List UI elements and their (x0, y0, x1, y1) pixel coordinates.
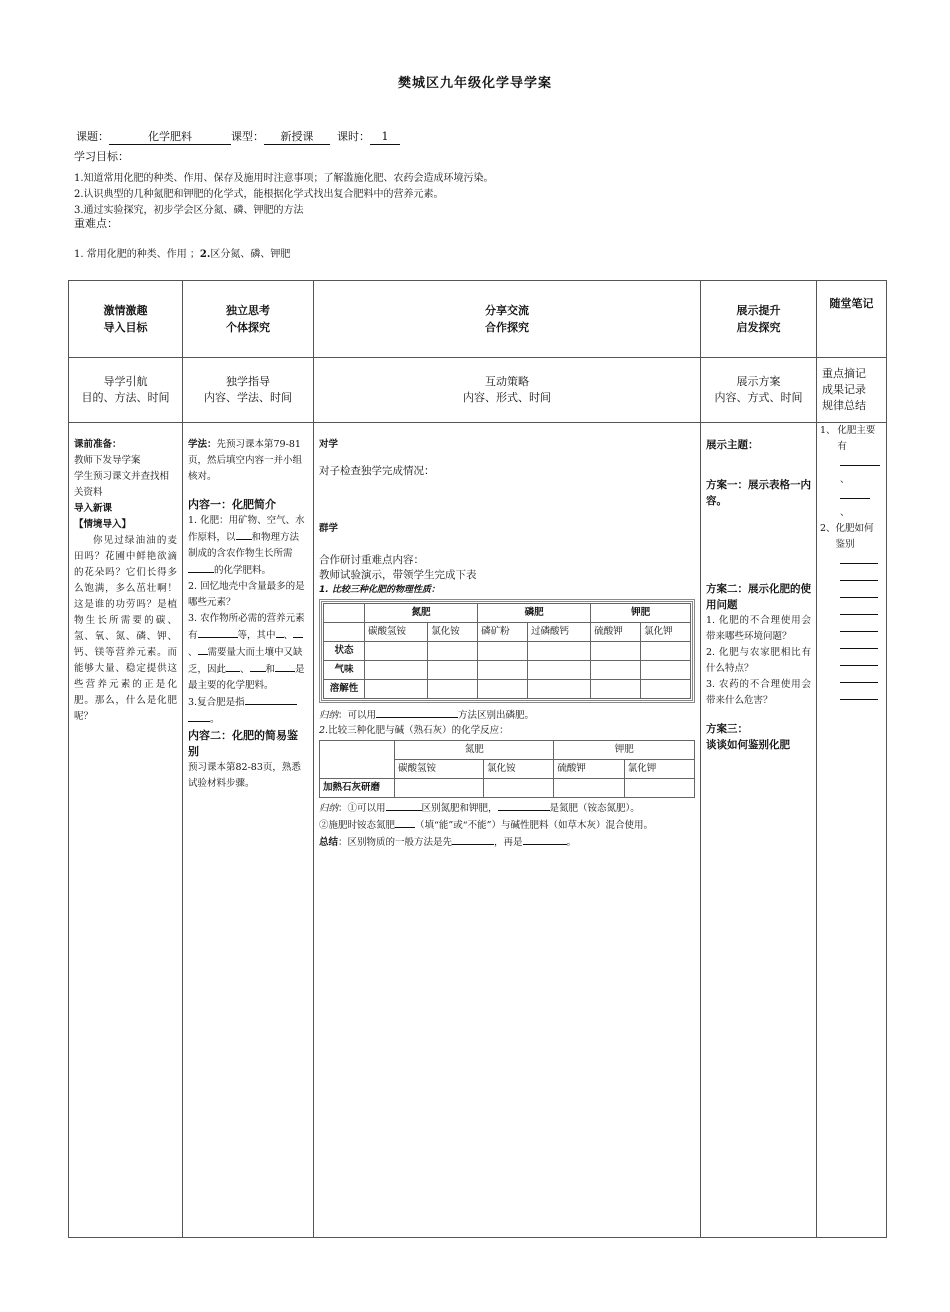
header-row (69, 281, 887, 358)
keypoints-part: 1. 常用化肥的种类、作用 ； (74, 249, 200, 260)
col-subheader-line: 独学指导 (226, 375, 270, 388)
fill-blank[interactable] (452, 834, 494, 845)
note-number: 1、 (820, 425, 836, 436)
fill-blank[interactable] (198, 627, 238, 638)
fill-blank[interactable] (245, 694, 297, 705)
content2-title: 内容二：化肥的简易鉴别 (188, 729, 298, 758)
note-text: 化肥如何鉴别 (835, 523, 874, 550)
col-subheader (183, 358, 314, 423)
note-separator: 、 (840, 474, 850, 485)
table-item-header: 磷矿粉 (478, 623, 528, 642)
question-text: 、 (283, 630, 294, 641)
display-theme: 展示主题： (706, 439, 759, 451)
summary-text: ②施肥时铵态氮肥 (319, 820, 396, 831)
table-input-cell[interactable] (641, 661, 691, 680)
question-text: 、 (188, 647, 198, 658)
table-item-header: 硫酸钾 (554, 760, 624, 779)
table-group-header: 氮肥 (365, 604, 478, 623)
plan-2: 方案二：展示化肥的使用问题 (706, 583, 811, 611)
table1-frame (319, 599, 695, 703)
table1-title: 1. 比较三种化肥的物理性质： (319, 585, 440, 595)
question-text: 是最主要的化学肥料。 (188, 664, 305, 691)
col-subheader-line: 内容、方式、时间 (714, 391, 803, 404)
table-row-header: 气味 (324, 661, 365, 680)
table-input-cell[interactable] (527, 680, 590, 699)
objectives-heading: 学习目标： (74, 150, 129, 163)
col-subheader-line: 目的、方法、时间 (81, 391, 170, 404)
fill-blank[interactable] (275, 661, 295, 672)
table-group-header: 钾肥 (554, 741, 695, 760)
col-header (817, 281, 887, 358)
summary-text: ：①可以用 (338, 803, 386, 814)
method-text: 先预习课本第79-81页，然后填空内容一并小组核对。 (188, 439, 303, 482)
col-header-line: 独立思考 (226, 304, 270, 317)
summary-text: 区别氮肥和钾肥， (421, 803, 498, 814)
keypoints-part: 2. (199, 249, 211, 260)
hours-value: 1 (370, 130, 400, 145)
col-subheader-line: 重点摘记 (822, 367, 866, 380)
table2-number: 2. (319, 725, 329, 736)
plan-2-item: 1. 化肥的不合理使用会带来哪些环境问题？ (706, 615, 811, 642)
question-text: 等，其中 (237, 630, 276, 641)
col-subheader-line: 互动策略 (485, 375, 529, 388)
hours-label: 课时： (337, 130, 370, 143)
table-input-cell[interactable] (527, 661, 590, 680)
topic-value: 化学肥料 (109, 130, 231, 145)
table-input-cell[interactable] (591, 642, 641, 661)
col-subheader-line: 展示方案 (736, 375, 781, 388)
table-group-header: 磷肥 (478, 604, 591, 623)
table-input-cell[interactable] (428, 661, 478, 680)
col-header (183, 281, 314, 358)
table-item-header: 碳酸氢铵 (365, 623, 428, 642)
table-input-cell[interactable] (641, 642, 691, 661)
plan-3-text: 谈谈如何鉴别化肥 (706, 739, 790, 751)
course-meta-line (76, 130, 400, 145)
page-title: 樊城区九年级化学导学案 (397, 76, 552, 91)
fill-blank[interactable] (250, 661, 266, 672)
col3-cell (314, 423, 701, 1238)
summary-text: 方法区别出磷肥。 (458, 710, 535, 721)
table2-title-text: 比较三种化肥与碱（熟石灰）的化学反应： (328, 725, 509, 736)
conclusion-label: 总结 (319, 837, 339, 848)
conclusion (319, 834, 695, 851)
objective-item: 1.知道常用化肥的种类、作用、保存及施用时注意事项；了解滥施化肥、农药会造成环境污染。 (74, 173, 494, 184)
fill-blank[interactable] (386, 800, 422, 811)
content2-text: 预习课本第82-83页，熟悉试验材料步骤。 (188, 762, 301, 789)
col-header-line: 随堂笔记 (829, 297, 874, 310)
col-header (701, 281, 817, 358)
table-item-header: 氯化铵 (484, 760, 554, 779)
col-subheader (817, 358, 887, 423)
fill-blank[interactable] (293, 627, 303, 638)
fill-blank[interactable] (188, 562, 214, 573)
table-input-cell[interactable] (591, 661, 641, 680)
physical-property-table (323, 603, 691, 699)
question-text: 。 (210, 714, 220, 725)
summary-2b (319, 817, 695, 834)
table-item-header: 硫酸钾 (591, 623, 641, 642)
table-input-cell[interactable] (365, 642, 428, 661)
prep-label: 课前准备： (74, 439, 122, 450)
fill-blank[interactable] (395, 817, 415, 828)
conclusion-text: ，再是 (494, 837, 523, 848)
table-input-cell[interactable] (641, 680, 691, 699)
table-input-cell[interactable] (527, 642, 590, 661)
intro-label: 导入新课 (74, 503, 113, 514)
fill-blank[interactable] (188, 711, 210, 722)
table-input-cell[interactable] (484, 779, 554, 798)
topic-label: 课题： (76, 130, 109, 143)
type-value: 新授课 (264, 130, 330, 145)
note-number: 2、 (820, 523, 836, 534)
summary-1 (319, 707, 695, 723)
table-cell (324, 604, 365, 623)
note-text: 化肥主要有 (837, 425, 876, 452)
plan-2-item: 2. 化肥与农家肥相比有什么特点？ (706, 647, 811, 674)
table-input-cell[interactable] (591, 680, 641, 699)
pair-study-label: 对学 (319, 439, 339, 450)
table-input-cell[interactable] (365, 661, 428, 680)
summary-text: 是氮肥（铵态氮肥）。 (549, 803, 640, 814)
group-line: 合作研讨重难点内容： (319, 554, 424, 566)
plan-2-item: 3. 农药的不合理使用会带来什么危害？ (706, 679, 811, 706)
table-item-header: 氯化钾 (641, 623, 691, 642)
subheader-row (69, 358, 887, 423)
table-cell (320, 741, 395, 779)
question-text: 、 (240, 664, 250, 675)
notes-blank-lines[interactable] (820, 553, 883, 700)
col-header-line: 展示提升 (736, 304, 781, 317)
chemical-reaction-table (319, 740, 695, 798)
plan-1: 方案一：展示表格一内容。 (706, 479, 811, 507)
table-row-header: 状态 (324, 642, 365, 661)
summary-label: 归纳 (319, 803, 339, 814)
scene-paragraph: 你见过绿油油的麦田吗？花圃中鲜艳欲滴的花朵吗？它们长得多么饱满，多么茁壮啊！这是谁的功劳吗？是植物生长所需要的碳、氢、氧、氮、磷、钾、钙、镁等营养元素。而能够大量、稳定提供这些营养元素的正是化肥。那么，什么是化肥呢？ (74, 535, 177, 722)
table-input-cell[interactable] (428, 680, 478, 699)
col5-cell (817, 423, 887, 1238)
table-input-cell[interactable] (395, 779, 484, 798)
col-subheader-line: 规律总结 (822, 399, 866, 412)
prep-line: 学生预习课文并查找相关资料 (74, 471, 170, 498)
col-header-line: 导入目标 (103, 321, 148, 334)
col-subheader-line: 导学引航 (103, 375, 148, 388)
question-text: 需要量大而土壤中又缺乏，因此 (188, 647, 303, 675)
question-text: 3. 农作物所必需的营养元素有 (188, 613, 305, 641)
question-text: 和 (265, 664, 276, 675)
question-2: 2. 回忆地壳中含量最多的是哪些元素？ (188, 581, 305, 608)
col-subheader (69, 358, 183, 423)
col4-cell (701, 423, 817, 1238)
fill-blank[interactable] (498, 800, 550, 811)
prep-line: 教师下发导学案 (74, 455, 141, 466)
question-text: 和物理方法制成的含农作物生长所需 (188, 532, 300, 559)
question-text: 3.复合肥是指 (188, 697, 245, 708)
type-label: 课型： (231, 130, 264, 143)
fill-blank[interactable] (840, 488, 870, 499)
summary-text: （填“能”或“不能”）与碱性肥料（如草木灰）混合使用。 (415, 820, 653, 831)
col-subheader-line: 成果记录 (822, 383, 866, 396)
table-input-cell[interactable] (554, 779, 624, 798)
scene-label: 【情境导入】 (74, 519, 132, 530)
method-label: 学法： (188, 439, 217, 450)
col-subheader (701, 358, 817, 423)
table-input-cell[interactable] (624, 779, 694, 798)
table-item-header: 氯化钾 (624, 760, 694, 779)
table-input-cell[interactable] (428, 642, 478, 661)
fill-blank[interactable] (840, 455, 880, 466)
content1-title: 内容一：化肥简介 (188, 498, 276, 511)
col-header-line: 合作探究 (485, 321, 529, 334)
fill-blank[interactable] (198, 644, 208, 655)
objective-item: 2.认识典型的几种氮肥和钾肥的化学式，能根据化学式找出复合肥料中的营养元素。 (74, 189, 444, 200)
table-input-cell[interactable] (478, 642, 528, 661)
col1-cell (69, 423, 183, 1238)
col-header-line: 分享交流 (485, 304, 529, 317)
fill-blank[interactable] (236, 529, 252, 540)
col-header (69, 281, 183, 358)
keypoints-part: 区分氮、磷、钾肥 (210, 249, 291, 260)
note-separator: 、 (840, 507, 850, 518)
fill-blank[interactable] (523, 834, 567, 845)
col-subheader-line: 内容、学法、时间 (204, 391, 292, 404)
group-line: 教师试验演示，带领学生完成下表 (319, 569, 477, 581)
fill-blank[interactable] (376, 707, 458, 718)
table-group-header: 氮肥 (395, 741, 554, 760)
col2-cell (183, 423, 314, 1238)
plan-3: 方案三： (706, 723, 748, 735)
table2-title (319, 723, 695, 738)
table-row-header: 加熱石灰研磨 (320, 779, 395, 798)
keypoints-heading: 重难点： (74, 217, 118, 230)
summary-2 (319, 800, 695, 817)
col-header (314, 281, 701, 358)
fill-blank[interactable] (276, 627, 284, 638)
conclusion-text: ：区别物质的一般方法是先 (338, 837, 453, 848)
col-header-line: 激情激趣 (103, 304, 148, 317)
fill-blank[interactable] (226, 661, 240, 672)
table-input-cell[interactable] (478, 661, 528, 680)
conclusion-text: 。 (566, 837, 577, 848)
lesson-plan-table (68, 280, 887, 1238)
col-header-line: 启发探究 (736, 321, 781, 334)
question-text: 的化学肥料。 (214, 565, 272, 576)
col-header-line: 个体探究 (226, 321, 270, 334)
summary-label: 归纳 (319, 710, 339, 721)
col-subheader (314, 358, 701, 423)
keypoints-text (74, 248, 290, 262)
table-input-cell[interactable] (478, 680, 528, 699)
group-study-label: 群学 (319, 523, 339, 534)
table-item-header: 氯化铵 (428, 623, 478, 642)
content-row (69, 423, 887, 1238)
pair-study-text: 对子检查独学完成情况： (319, 465, 435, 477)
table-cell (324, 623, 365, 642)
table-group-header: 钾肥 (591, 604, 691, 623)
table-row-header: 溶解性 (324, 680, 365, 699)
question-text: 1. 化肥：用矿物、空气、水作原料，以 (188, 515, 305, 543)
objective-item: 3.通过实验探究，初步学会区分氮、磷、钾肥的方法 (74, 205, 304, 216)
table-input-cell[interactable] (365, 680, 428, 699)
col-subheader-line: 内容、形式、时间 (463, 391, 551, 404)
table-item-header: 碳酸氢铵 (395, 760, 484, 779)
summary-text: ：可以用 (338, 710, 377, 721)
table-item-header: 过磷酸钙 (527, 623, 590, 642)
